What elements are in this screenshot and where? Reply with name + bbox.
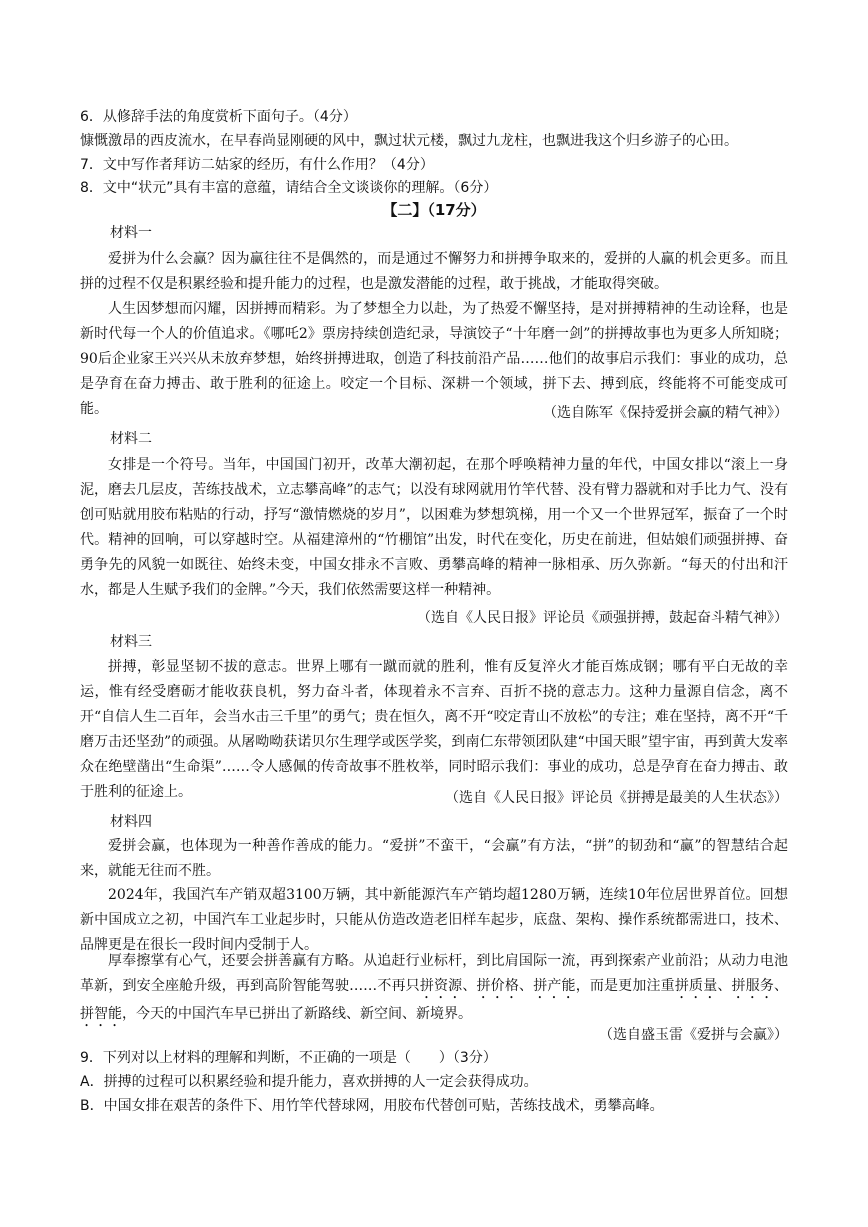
- material-1-paragraph-2: 人生因梦想而闪耀，因拼搏而精彩。为了梦想全力以赴，为了热爱不懈坚持，是对拼搏精神的生动诠释，也是新时代每一个人的价值追求。《哪吒2》票房持续创造纪录，导演饺子“十年磨一剑”的拼搏故事也为更多人所知晓；90后企业家王兴兴从未放弃梦想，始终拼搏进取，创造了科技前沿产品……他们的故事启示我们：事业的成功，总是孕育在奋力搏击、敢于胜利的征途上。咬定一个目标、深耕一个领域，拼下去、搏到底，终能将不可能变成可能。: [80, 301, 788, 417]
- separator: 、: [774, 978, 789, 994]
- material-4-paragraph-3: [80, 949, 788, 1030]
- question-6-sentence: 慷慨激昂的西皮流水，在早春尚显刚硬的风中，飘过状元楼，飘过九龙柱，也飘进我这个归乡游子的心田。: [80, 133, 738, 149]
- material-3-label: 材料三: [110, 634, 152, 650]
- material-2-paragraph-1: 女排是一个符号。当年，中国国门初开，改革大潮初起，在那个呼唤精神力量的年代，中国女排以“滚上一身泥，磨去几层皮，苦练技战术，立志攀高峰”的志气；以没有球网就用竹竿代替、没有臂力器就和对手比力气、没有创可贴就用胶布粘贴的行动，抒写“激情燃烧的岁月”，以困难为梦想筑梯，用一个又一个世界冠军，振奋了一个时代。精神的回响，可以穿越时空。从福建漳州的“竹棚馆”出发，时代在变化，历史在前进，但姑娘们顽强拼搏、奋勇争先的风貌一如既往、始终未变，中国女排永不言败、勇攀高峰的精神一脉相承、历久弥新。“每天的付出和汗水，都是人生赋予我们的金牌。”今天，我们依然需要这样一种精神。: [80, 457, 788, 598]
- question-9-option-b: B．中国女排在艰苦的条件下、用竹竿代替球网，用胶布代替创可贴，苦练技战术，勇攀高峰。: [80, 1098, 664, 1114]
- emphasis-service: 拼服务: [731, 978, 775, 994]
- p3-text-b: ，而是更加注重: [575, 978, 675, 994]
- emphasis-resources: 拼资源: [419, 978, 463, 994]
- material-1-label: 材料一: [110, 225, 152, 241]
- emphasis-intelligence: 拼智能: [80, 1006, 122, 1022]
- p3-text-a: 厚奉擦掌有心气，还要会拼善赢有方略。从追赶行业标杆，到比肩国际一流，再到探索产业前沿；从动力电池革新，到安全座舱升级，再到高阶智能驾驶……不再只: [80, 953, 788, 994]
- question-6-prompt: 6．从修辞手法的角度赏析下面句子。（4分）: [80, 109, 357, 125]
- emphasis-capacity: 拼产能: [533, 978, 576, 994]
- question-9-option-a: A．拼搏的过程可以积累经验和提升能力，喜欢拼搏的人一定会获得成功。: [80, 1074, 538, 1090]
- material-1-source: （选自陈军《保持爱拼会赢的精气神》）: [543, 405, 788, 421]
- material-2-source: （选自《人民日报》评论员《顽强拼搏，鼓起奋斗精气神》）: [417, 610, 788, 626]
- material-3-paragraph-1: 拼搏，彰显坚韧不拔的意志。世界上哪有一蹴而就的胜利，惟有反复淬火才能百炼成钢；哪有平白无故的幸运，惟有经受磨砺才能收获良机，努力奋斗者，体现着永不言弃、百折不挠的意志力。这种力量源自信念，离不开“自信人生二百年，会当水击三千里”的勇气；贵在恒久，离不开“咬定青山不放松”的专注；难在坚持，离不开“千磨万击还坚劲”的顽强。从屠呦呦获诺贝尔生理学或医学奖，到南仁东带领团队建“中国天眼”望宇宙，再到黄大发率众在绝壁凿出“生命渠”……令人感佩的传奇故事不胜枚举，同时昭示我们：事业的成功，总是孕育在奋力搏击、敢于胜利的征途上。: [80, 659, 788, 800]
- material-4-label: 材料四: [110, 814, 152, 830]
- material-3-source: （选自《人民日报》评论员《拼搏是最美的人生状态》）: [445, 790, 788, 806]
- material-1-paragraph-1: 爱拼为什么会赢？因为赢往往不是偶然的，而是通过不懈努力和拼搏争取来的，爱拼的人赢的机会更多。而且拼的过程不仅是积累经验和提升能力的过程，也是激发潜能的过程，敢于挑战，才能取得突破。: [80, 251, 788, 292]
- material-2-label: 材料二: [110, 431, 152, 447]
- material-4-source: （选自盛玉雷《爱拼与会赢》）: [599, 1027, 788, 1043]
- material-4-paragraph-1: 爱拼会赢，也体现为一种善作善成的能力。“爱拼”不蛮干，“会赢”有方法，“拼”的韧劲和“赢”的智慧结合起来，就能无往而不胜。: [80, 838, 788, 879]
- p3-text-c: ，今天的中国汽车早已拼出了新路线、新空间、新境界。: [122, 1006, 472, 1022]
- separator: 、: [519, 978, 534, 994]
- emphasis-quality: 拼质量: [674, 978, 718, 994]
- emphasis-price: 拼价格: [476, 978, 520, 994]
- section-2-title: 【二】（17分）: [382, 201, 486, 219]
- question-8: 8．文中“状元”具有丰富的意蕴，请结合全文谈谈你的理解。（6分）: [80, 180, 498, 196]
- material-4-paragraph-2: 2024年，我国汽车产销双超3100万辆，其中新能源汽车产销均超1280万辆，连续10年位居世界首位。回想新中国成立之初，中国汽车工业起步时，只能从仿造改造老旧样车起步，底盘、架构、操作系统都需进口，技术、品牌更是在很长一段时间内受制于人。: [80, 887, 788, 953]
- question-7: 7．文中写作者拜访二姑家的经历，有什么作用？（4分）: [80, 157, 434, 173]
- separator: 、: [462, 978, 477, 994]
- separator: 、: [717, 978, 732, 994]
- question-9-stem: 9．下列对以上材料的理解和判断，不正确的一项是（ ）（3分）: [80, 1050, 497, 1066]
